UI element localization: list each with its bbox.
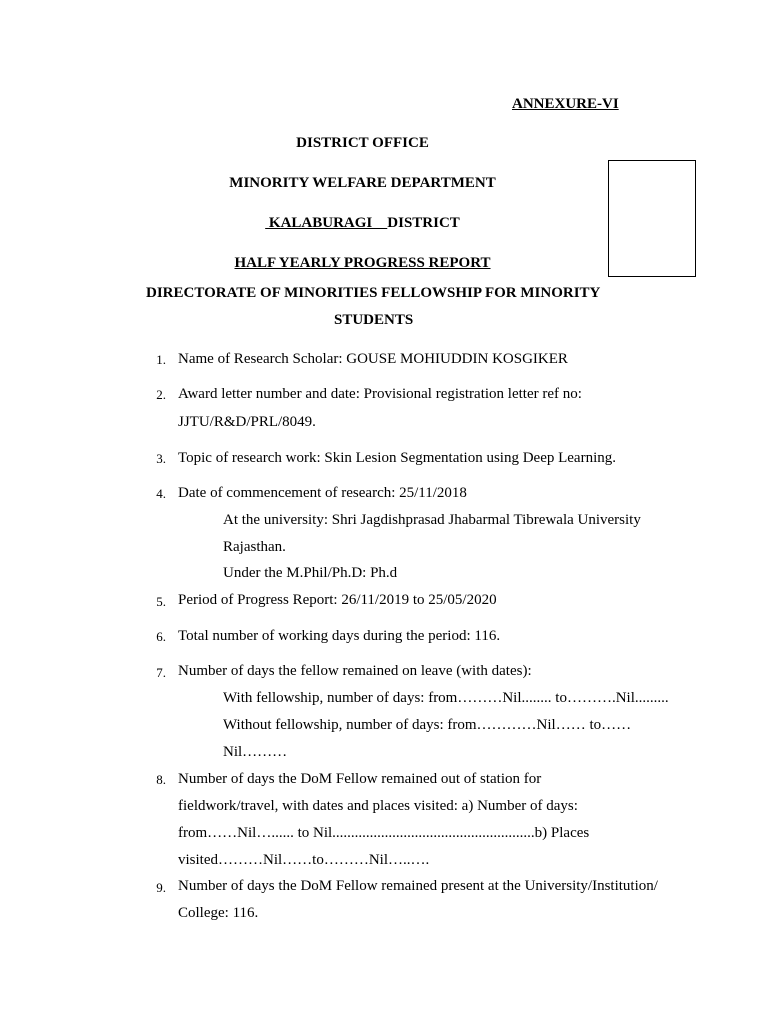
item-number: 2. <box>156 387 166 402</box>
item-out-of-station: Number of days the DoM Fellow remained out of station for <box>178 771 542 787</box>
directorate-heading-line1: DIRECTORATE OF MINORITIES FELLOWSHIP FOR MINORITY <box>146 285 601 301</box>
item-number: 4. <box>156 486 166 501</box>
photo-placeholder-box <box>608 160 696 277</box>
item-number: 6. <box>156 629 166 644</box>
sub-without-fellowship-cont: Nil……… <box>223 744 288 760</box>
item-days-present-line2: College: 116. <box>178 905 259 921</box>
sub-university-location: Rajasthan. <box>223 539 286 555</box>
item-number: 5. <box>156 594 166 609</box>
sub-university: At the university: Shri Jagdishprasad Jhabarmal Tibrewala University <box>223 512 641 528</box>
sub-degree: Under the M.Phil/Ph.D: Ph.d <box>223 565 398 581</box>
item-award-letter-ref: JJTU/R&D/PRL/8049. <box>178 414 316 430</box>
district-name: KALABURAGI <box>265 215 388 231</box>
district-suffix: DISTRICT <box>387 215 460 231</box>
directorate-heading-line2: STUDENTS <box>334 312 414 328</box>
item-number: 9. <box>156 880 166 895</box>
item-research-topic: Topic of research work: Skin Lesion Segmentation using Deep Learning. <box>178 450 617 466</box>
sub-without-fellowship: Without fellowship, number of days: from…………Nil…… to…… <box>223 717 632 733</box>
item-number: 8. <box>156 772 166 787</box>
item-award-letter: Award letter number and date: Provisional registration letter ref no: <box>178 386 582 402</box>
item-out-of-station-line4: visited………Nil……to………Nil…..…. <box>178 852 430 868</box>
item-out-of-station-line3: from……Nil…...... to Nil......................................................b) Places <box>178 825 590 841</box>
item-leave-days: Number of days the fellow remained on leave (with dates): <box>178 663 532 679</box>
item-working-days: Total number of working days during the period: 116. <box>178 628 501 644</box>
item-number: 7. <box>156 665 166 680</box>
item-out-of-station-line2: fieldwork/travel, with dates and places visited: a) Number of days: <box>178 798 578 814</box>
report-title: HALF YEARLY PROGRESS REPORT <box>234 255 491 271</box>
item-number: 3. <box>156 451 166 466</box>
item-number: 1. <box>156 352 166 367</box>
sub-with-fellowship: With fellowship, number of days: from………Nil........ to……….Nil......... <box>223 690 669 706</box>
annexure-label: ANNEXURE-VI <box>512 96 619 112</box>
department-heading: MINORITY WELFARE DEPARTMENT <box>229 175 496 191</box>
office-heading: DISTRICT OFFICE <box>296 135 429 151</box>
item-commencement-date: Date of commencement of research: 25/11/2018 <box>178 485 467 501</box>
item-days-present: Number of days the DoM Fellow remained present at the University/Institution/ <box>178 878 658 894</box>
item-report-period: Period of Progress Report: 26/11/2019 to 25/05/2020 <box>178 592 497 608</box>
item-scholar-name: Name of Research Scholar: GOUSE MOHIUDDIN KOSGIKER <box>178 351 568 367</box>
